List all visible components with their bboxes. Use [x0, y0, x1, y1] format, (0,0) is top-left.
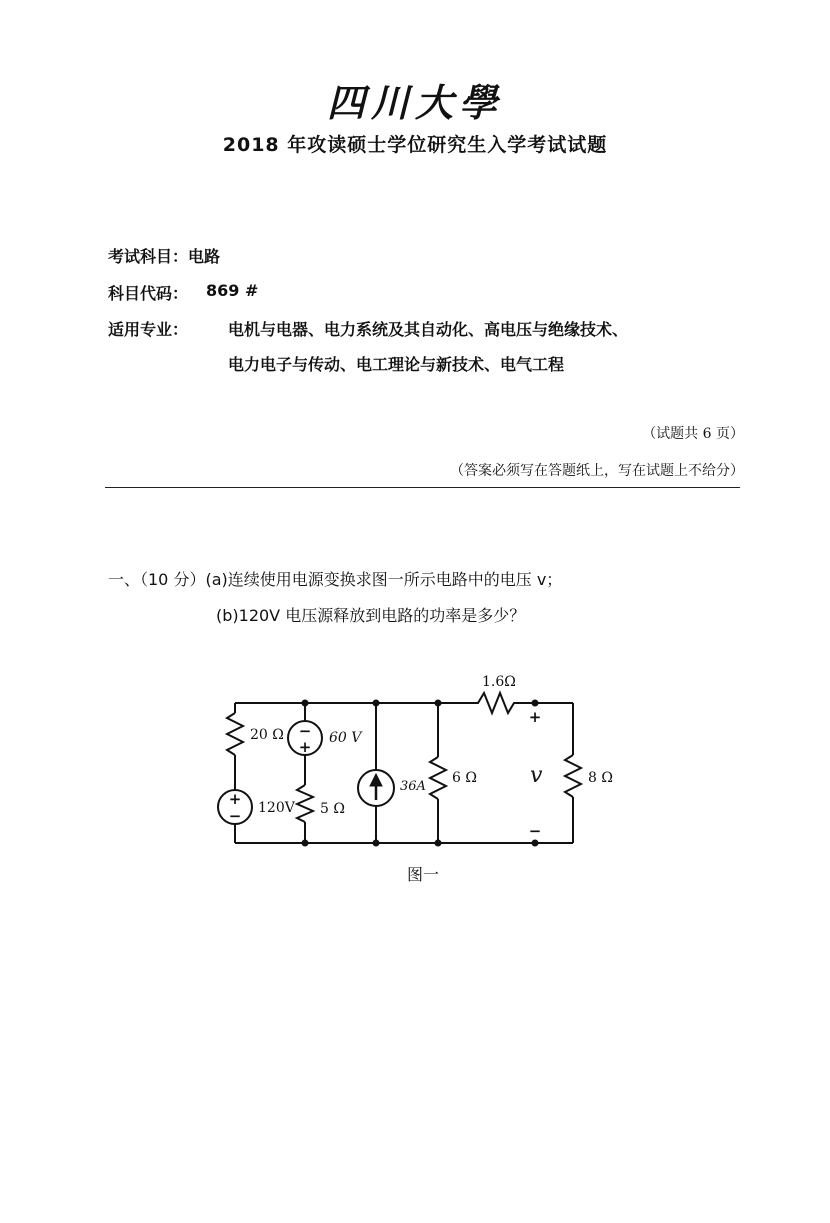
label-1-6-ohm: 1.6Ω [482, 674, 516, 690]
label-36a: 36A [400, 779, 426, 794]
circuit-diagram [0, 660, 830, 860]
code-label: 科目代码： [108, 284, 189, 303]
label-60v: 60 V [329, 730, 362, 746]
code-value: 869 # [206, 281, 259, 300]
resistor-5-ohm [297, 785, 313, 822]
vout-plus: + [528, 708, 542, 726]
figure-caption: 图一 [406, 865, 439, 884]
resistor-6-ohm [430, 757, 446, 799]
label-6-ohm: 6 Ω [452, 770, 477, 786]
label-120v: 120V [258, 800, 295, 816]
node [373, 840, 380, 847]
question-1-part-b: (b)120V 电压源释放到电路的功率是多少？ [216, 606, 526, 625]
major-label: 适用专业： [108, 320, 189, 339]
question-1-part-a: 一、（10 分）(a)连续使用电源变换求图一所示电路中的电压 v； [108, 570, 563, 589]
university-logo: 四川大學 [326, 80, 503, 125]
node [302, 840, 309, 847]
label-5-ohm: 5 Ω [320, 801, 345, 817]
exam-title: 2018 年攻读硕士学位研究生入学考试试题 [222, 134, 608, 156]
label-20-ohm: 20 Ω [250, 727, 284, 743]
vout-minus: − [528, 822, 542, 840]
node [532, 840, 539, 847]
v60-plus: + [298, 738, 312, 756]
node [435, 700, 442, 707]
resistor-8-ohm [565, 755, 581, 797]
resistor-1-6-ohm [470, 693, 520, 713]
v60-minus: − [298, 722, 312, 740]
major-row [108, 317, 629, 340]
subject-value: 电路 [188, 247, 221, 266]
subject-label: 考试科目： [108, 247, 189, 266]
v120-minus: − [228, 807, 242, 825]
node [532, 700, 539, 707]
answer-note: （答案必须写在答题纸上，写在试题上不给分） [450, 463, 744, 479]
page-count-note: （试题共 6 页） [642, 426, 744, 442]
major-line-1: 电机与电器、电力系统及其自动化、高电压与绝缘技术、 [228, 320, 629, 339]
label-8-ohm: 8 Ω [588, 770, 613, 786]
v120-plus: + [228, 790, 242, 808]
subject-row [108, 244, 220, 267]
divider-line [105, 487, 740, 488]
label-v: v [530, 763, 543, 788]
node [373, 700, 380, 707]
major-line-2: 电力电子与传动、电工理论与新技术、电气工程 [228, 355, 565, 374]
code-row [108, 281, 259, 304]
node [302, 700, 309, 707]
node [435, 840, 442, 847]
resistor-20-ohm [227, 713, 243, 755]
